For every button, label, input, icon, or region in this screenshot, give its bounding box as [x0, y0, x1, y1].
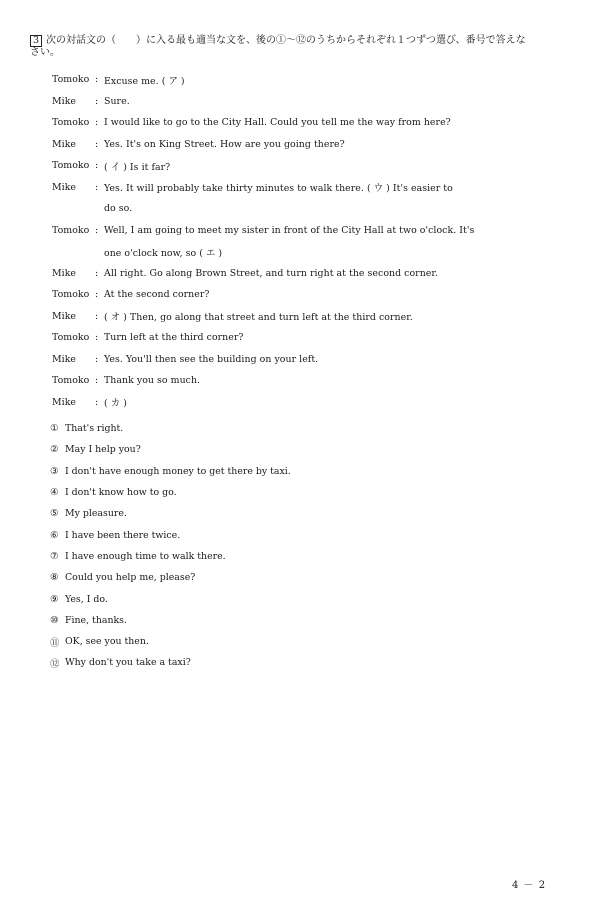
speaker: Mike [52, 310, 77, 322]
option-number: ⑥ [50, 529, 59, 541]
speaker-colon: : [95, 310, 99, 322]
dialogue-text: do so. [104, 203, 133, 215]
speaker-colon: : [95, 74, 99, 86]
option-item [50, 546, 530, 567]
speaker: Tomoko [52, 74, 90, 86]
dialogue-line [52, 155, 532, 177]
speaker-colon: : [95, 117, 99, 129]
dialogue-text: Turn left at the third corner? [104, 332, 244, 344]
page-number: 4 － 2 [512, 880, 547, 891]
speaker: Mike [52, 95, 77, 107]
option-number: ④ [50, 487, 59, 499]
dialogue-line [52, 370, 532, 392]
dialogue-text: ( イ ) Is it far? [104, 161, 171, 173]
speaker: Tomoko [52, 160, 90, 172]
option-number: ⑫ [50, 658, 60, 670]
speaker-colon: : [95, 289, 99, 301]
option-text: I don't have enough money to get there by taxi. [65, 465, 291, 477]
dialogue-line [52, 263, 532, 285]
option-text: Yes, I do. [65, 593, 108, 605]
speaker: Tomoko [52, 117, 90, 129]
instruction-line-1 [30, 35, 560, 47]
speaker-colon: : [95, 375, 99, 387]
option-number: ③ [50, 465, 59, 477]
option-item [50, 482, 530, 503]
speaker-colon: : [95, 267, 99, 279]
option-text: My pleasure. [65, 508, 127, 520]
option-text: I have enough time to walk there. [65, 550, 226, 562]
dialogue-text: Sure. [104, 95, 130, 107]
dialogue-line [52, 91, 532, 113]
question-instruction: 次の対話文の（ ）に入る最も適当な文を、後の①～⑫のうちからそれぞれ１つずつ選び、番号で答えな [46, 35, 526, 46]
dialogue-line-continuation [52, 241, 532, 263]
dialogue-text: All right. Go along Brown Street, and turn right at the second corner. [104, 267, 438, 279]
option-number: ① [50, 423, 59, 435]
speaker: Tomoko [52, 332, 90, 344]
option-text: I don't know how to go. [65, 487, 177, 499]
dialogue-line [52, 177, 532, 199]
dialogue-text: ( カ ) [104, 398, 127, 410]
option-number: ⑩ [50, 614, 59, 626]
speaker: Tomoko [52, 375, 90, 387]
dialogue-text: Yes. It will probably take thirty minutes to walk there. ( ウ ) It's easier to [104, 183, 453, 195]
answer-options [50, 418, 530, 674]
dialogue-text: Yes. You'll then see the building on your left. [104, 353, 319, 365]
option-item [50, 418, 530, 439]
option-text: OK, see you then. [65, 636, 149, 648]
speaker-colon: : [95, 160, 99, 172]
option-text: May I help you? [65, 444, 141, 456]
speaker: Mike [52, 267, 77, 279]
dialogue-line-continuation [52, 198, 532, 220]
dialogue-line [52, 112, 532, 134]
option-number: ⑦ [50, 550, 59, 562]
question-header [30, 35, 560, 58]
speaker-colon: : [95, 353, 99, 365]
question-number: 3 [30, 35, 42, 47]
dialogue-line [52, 134, 532, 156]
dialogue-text: one o'clock now, so ( エ ) [104, 247, 223, 259]
dialogue-text: At the second corner? [104, 289, 210, 301]
speaker: Tomoko [52, 289, 90, 301]
dialogue-line [52, 306, 532, 328]
option-item [50, 588, 530, 609]
dialogue-text: Excuse me. ( ア ) [104, 75, 185, 87]
option-text: Fine, thanks. [65, 614, 127, 626]
speaker-colon: : [95, 332, 99, 344]
option-item [50, 610, 530, 631]
dialogue-line [52, 327, 532, 349]
speaker: Tomoko [52, 224, 90, 236]
option-number: ② [50, 444, 59, 456]
option-item [50, 439, 530, 460]
option-item [50, 631, 530, 652]
option-number: ⑨ [50, 593, 59, 605]
speaker: Mike [52, 181, 77, 193]
instruction-line-2: さい。 [30, 47, 60, 58]
dialogue [52, 69, 532, 413]
speaker-colon: : [95, 224, 99, 236]
option-text: That's right. [65, 423, 124, 435]
option-item [50, 503, 530, 524]
speaker-colon: : [95, 138, 99, 150]
option-number: ⑧ [50, 572, 59, 584]
dialogue-text: ( オ ) Then, go along that street and turn left at the third corner. [104, 312, 413, 324]
option-item [50, 567, 530, 588]
option-text: Could you help me, please? [65, 572, 196, 584]
dialogue-line [52, 284, 532, 306]
speaker: Mike [52, 396, 77, 408]
speaker-colon: : [95, 181, 99, 193]
dialogue-line [52, 69, 532, 91]
dialogue-text: Well, I am going to meet my sister in front of the City Hall at two o'clock. It's [104, 224, 475, 236]
speaker-colon: : [95, 396, 99, 408]
dialogue-line [52, 349, 532, 371]
speaker: Mike [52, 138, 77, 150]
dialogue-text: I would like to go to the City Hall. Could you tell me the way from here? [104, 117, 451, 129]
dialogue-text: Thank you so much. [104, 375, 201, 387]
dialogue-line [52, 392, 532, 414]
option-text: I have been there twice. [65, 529, 181, 541]
option-text: Why don't you take a taxi? [65, 657, 191, 669]
option-number: ⑪ [50, 637, 60, 649]
dialogue-line [52, 220, 532, 242]
option-item [50, 652, 530, 673]
speaker-colon: : [95, 95, 99, 107]
option-number: ⑤ [50, 508, 59, 520]
option-item [50, 524, 530, 545]
option-item [50, 461, 530, 482]
dialogue-text: Yes. It's on King Street. How are you going there? [104, 138, 345, 150]
speaker: Mike [52, 353, 77, 365]
